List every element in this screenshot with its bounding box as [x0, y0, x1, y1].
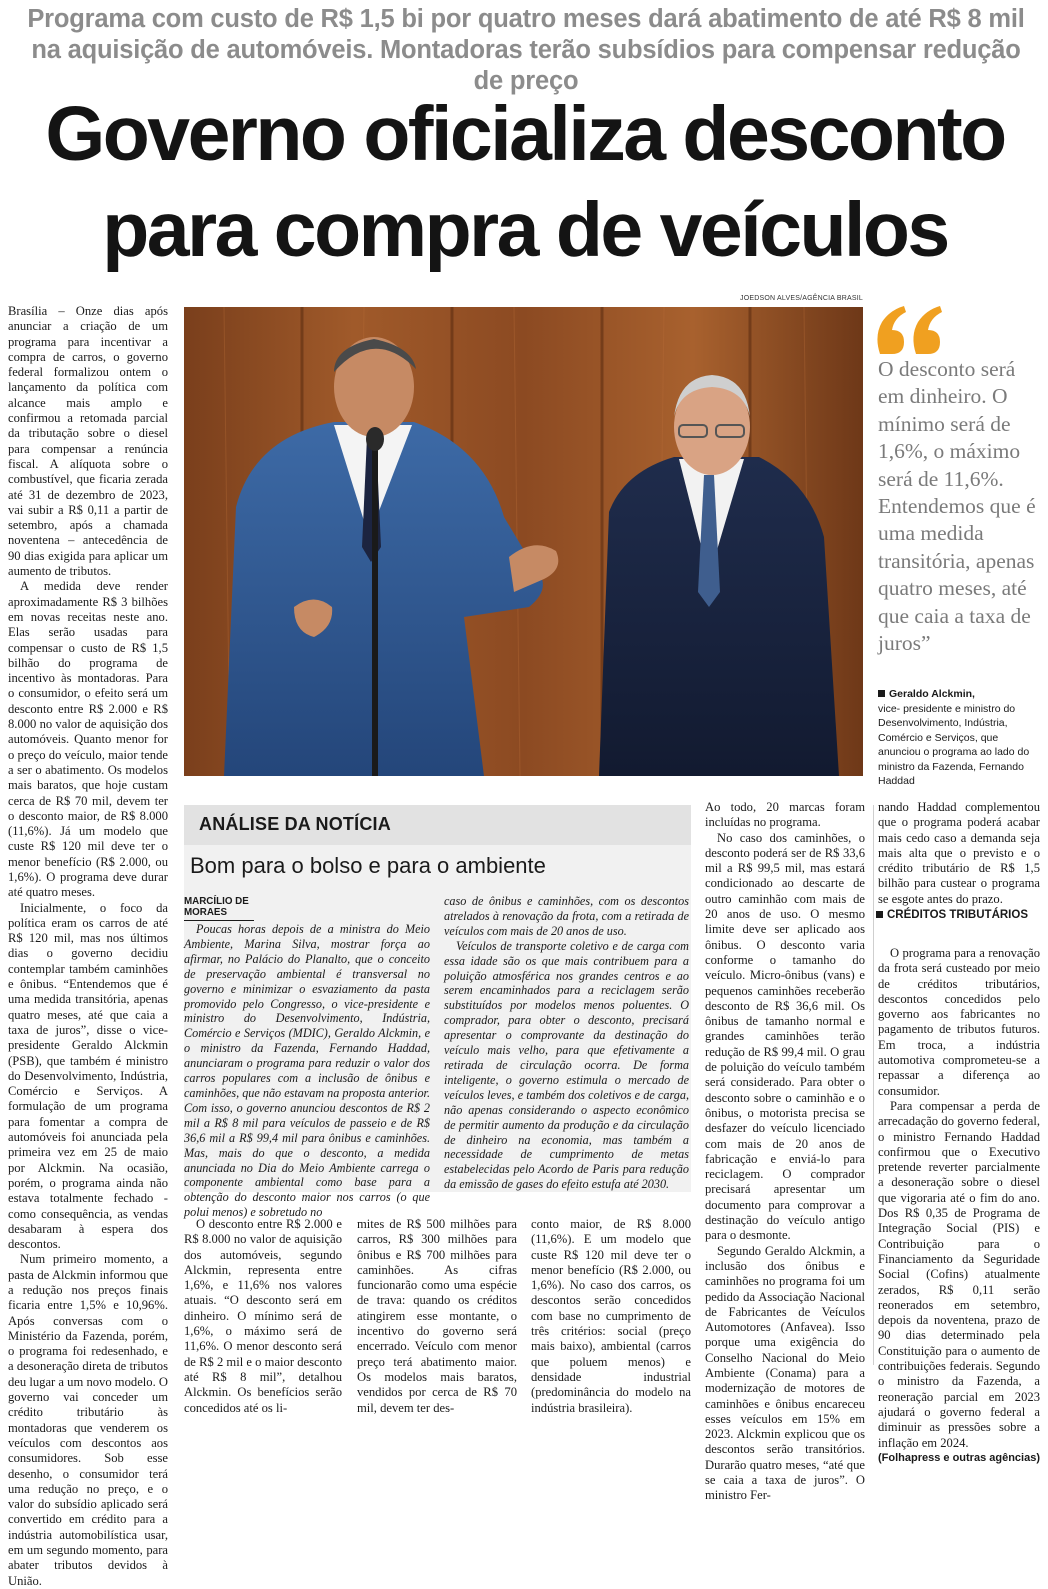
- photo-illustration: [184, 307, 863, 776]
- paragraph: O programa para a renovação da frota será custeado por meio de créditos tributários, descontos concedidos pelo governo aos fabricantes no pagamento de tributos futuros. Em troca, a indústria automotiva comprometeu-se a repassar a diferença ao consumidor.: [878, 946, 1040, 1098]
- article-column-6: [878, 800, 1040, 907]
- paragraph: Veículos de transporte coletivo e de carga com essa idade são os que mais contribuem para a poluição atmosférica nos grandes centros e ao serem encaminhados para a reciclagem serão substituídos por modelos menos poluentes. O comprador, para obter o desconto, precisará apresentar o comprovante da destinação do veículo mais velho, para que efetivamente a retirada de circulação ocorra. De forma inteligente, o governo estimula o mercado de veículos leves, e também dos coletivos e de carga, não apenas considerando o aspecto econômico de permitir aumento da produção e da circulação de dinheiro na economia, mas também a necessidade de cumprimento de metas estabelecidas pelo Acordo de Paris para redução da emissão de gases do efeito estufa até 2030.: [444, 938, 689, 1192]
- deck-subtitle: Programa com custo de R$ 1,5 bi por quatro meses dará abatimento de até R$ 8 mil na aquisição de automóveis. Montadoras terão subsídios para compensar redução de preço: [27, 5, 1025, 95]
- paragraph: A medida deve render aproximadamente R$ 3 bilhões em novas receitas neste ano. Elas serão usadas para compensar o custo de R$ 1,5 bilhão do programa de incentivo às montadoras. Para o consumidor, o efeito será um desconto entre R$ 2.000 e R$ 8.000 no valor de aquisição dos automóveis. Quanto menor for o preço do veículo, maior tende a ser o abatimento. Os modelos mais baratos, que hoje custam cerca de R$ 70 mil, devem ter o desconto maior, de R$ 8.000 (11,6%). Já um modelo que custe R$ 120 mil deve ter o menor benefício (R$ 2.000, ou 1,6%). O programa deve durar até quatro meses.: [8, 579, 168, 900]
- analysis-label: ANÁLISE DA NOTÍCIA: [199, 814, 391, 834]
- byline: MARCÍLIO DE MORAES: [184, 896, 254, 921]
- paragraph: Para compensar a perda de arrecadação do governo federal, o ministro Fernando Haddad confirmou que o Executivo pretende reverter parcialmente a desoneração sobre o diesel que vigoraria até o fim do ano. Dos R$ 0,35 de Programa de Integração Social (PIS) e Contribuição para o Financiamento da Seguridade Social (Cofins) atualmente zerados, R$ 0,11 serão reonerados em setembro, depois da noventena, prazo de 90 dias determinado pela Constituição para o aumento de contribuições federais. Segundo o ministro da Fazenda, a reoneração parcial em 2023 ajudará o governo federal a diminuir as pressões sobre a inflação em 2024.: [878, 1098, 1040, 1450]
- paragraph: Inicialmente, o foco da política eram os carros de até R$ 120 mil, mas nos últimos dias o governo decidiu contemplar também caminhões e ônibus. “Entendemos que é uma medida transitória, apenas quatro meses, até que caia a taxa de juros”, disse o vice-presidente Geraldo Alckmin (PSB), que também é ministro do Desenvolvimento, Indústria, Comércio e Serviços. A formulação de um programa para fomentar a compra de automóveis foi anunciada pela primeira vez em 25 de maio por Alckmin. Na ocasião, porém, o programa ainda não estava totalmente fechado - como consequência, as vendas desabaram à espera dos descontos.: [8, 900, 168, 1252]
- quote-author-description: vice- presidente e ministro do Desenvolvimento, Indústria, Comércio e Serviços, que anunciou o programa ao lado do ministro da Fazenda, Fernando Haddad: [878, 702, 1030, 787]
- subheading: [876, 909, 1040, 922]
- news-photo: [184, 307, 863, 776]
- article-column-3: [357, 1217, 517, 1416]
- headline: [10, 86, 1040, 278]
- paragraph: No caso dos caminhões, o desconto poderá ser de R$ 33,6 mil a R$ 99,5 mil, mas estará condicionado ao descarte de outro caminhão com mais de 20 anos de uso. O mesmo limite deve ser aplicado aos ônibus. O desconto varia conforme o tamanho do veículo. Micro-ônibus (vans) e pequenos caminhões receberão desconto de R$ 36,6 mil. Os ônibus de tamanho normal e grandes caminhões terão redução de R$ 99,4 mil. O grau de poluição do veículo também será considerado. Para obter o desconto sobre o caminhão e o ônibus, o motorista precisa se desfazer do veículo licenciado com mais de 20 anos de fabricação e enviá-lo para reciclagem. O comprador precisará apresentar um documento para comprovar a destinação do veículo antigo para o desmonte.: [705, 830, 865, 1243]
- pull-quote: O desconto será em dinheiro. O mínimo será de 1,6%, o máximo será de 11,6%. Entendemos que é uma medida transitória, apenas quatro meses, até que caia a taxa de juros”: [878, 357, 1036, 656]
- paragraph: Brasília – Onze dias após anunciar a criação de um programa para incentivar a compra de carros, o governo federal formalizou ontem o lançamento da política com alcance mais amplo e confirmou a retomada parcial da tributação sobre o diesel para compensar a renúncia fiscal. A alíquota sobre o combustível, que ficaria zerada até 31 de dezembro de 2023, vai subir a R$ 0,11 a partir de setembro, após a chamada noventena – antecedência de 90 dias exigida para aplicar um aumento de tributos.: [8, 304, 168, 579]
- article-column-5: [705, 800, 865, 1504]
- paragraph: Num primeiro momento, a pasta de Alckmin informou que a redução nos preços finais ficaria entre 1,5% e 10,96%. Após conversas com o Ministério da Fazenda, porém, o programa foi redesenhado, e a desoneração direta de tributos deu lugar a um novo modelo. O governo vai conceder um crédito tributário às montadoras que venderem os veículos com descontos aos consumidores. Sob esse desenho, o consumidor terá uma redução no preço, e o valor do subsídio aplicado será convertido em crédito para a indústria automobilística usar, em um segundo momento, para abater tributos devidos à União.: [8, 1252, 168, 1588]
- paragraph: Ao todo, 20 marcas foram incluídas no programa.: [705, 800, 865, 830]
- article-column-1: [8, 304, 168, 1589]
- signoff: (Folhapress e outras agências): [878, 1451, 1040, 1464]
- headline-line-2: para compra de veículos: [102, 187, 948, 273]
- paragraph: nando Haddad complementou que o programa poderá acabar mais cedo caso a demanda seja mais alta que o previsto e o crédito tributário de R$ 1,5 bilhão para custear o programa se esgote antes do prazo.: [878, 800, 1040, 906]
- paragraph: O desconto entre R$ 2.000 e R$ 8.000 no valor de aquisição dos automóveis, segundo Alckmin, representa entre 1,6%, e 11,6% nos valores atuais. “O desconto será em dinheiro. O mínimo será de 1,6%, o máximo será de 11,6%. O menor desconto será de R$ 2 mil e o maior desconto até R$ 8 mil”, detalhou Alckmin. Os benefícios serão concedidos até os li-: [184, 1217, 342, 1415]
- article-column-6-continued: [878, 946, 1040, 1466]
- square-bullet-icon: [876, 911, 883, 918]
- analysis-column-2: [444, 894, 689, 1192]
- square-bullet-icon: [878, 690, 885, 697]
- headline-line-1: Governo oficializa desconto: [45, 91, 1005, 177]
- paragraph: Poucas horas depois de a ministra do Meio Ambiente, Marina Silva, mostrar força ao afirmar, no Palácio do Planalto, que o conceito de preservação ambiental é transversal no governo e minimizar o esvaziamento da pasta promovido pelo Congresso, o vice-presidente e ministro do Desenvolvimento, Indústria, Comércio e Serviços (MDIC), Geraldo Alckmin, e o ministro da Fazenda, Fernando Haddad, anunciaram o programa para reduzir o valor dos carros populares com a inclusão de ônibus e caminhões, que não estavam na proposta anterior. Com isso, o governo anunciou descontos de R$ 2 mil a R$ 8 mil para veículos de passeio e de R$ 36,6 mil a R$ 99,4 mil para ônibus e caminhões. Mas, mais do que o desconto, a medida anunciada no Dia do Meio Ambiente carrega o componente ambiental como base para a obtenção do desconto maior nos carros (o que polui menos) e sobretudo no: [184, 922, 430, 1220]
- analysis-title: Bom para o bolso e para o ambiente: [190, 853, 546, 878]
- paragraph: conto maior, de R$ 8.000 (11,6%). E um modelo que custe R$ 120 mil deve ter o menor benefício (R$ 2.000, ou 1,6%). No caso dos carros, os descontos serão concedidos com base no cumprimento de três critérios: social (preço mais baixo), ambiental (carros que poluem menos) e densidade industrial (predominância do modelo na indústria brasileira).: [531, 1217, 691, 1415]
- paragraph: Segundo Geraldo Alckmin, a inclusão dos ônibus e caminhões no programa foi um pedido da Associação Nacional de Fabricantes de Veículos Automotores (Anfavea). Isso porque uma exigência do Conselho Nacional do Meio Ambiente (Conama) para a modernização de motores de caminhões e ônibus encareceu esses veículos em 15% em 2023. Alckmin explicou que os descontos serão transitórios. Durarão quatro meses, “até que se caia a taxa de juros”. O ministro Fer-: [705, 1243, 865, 1503]
- analysis-column-1: [184, 922, 430, 1220]
- article-column-4: [531, 1217, 691, 1416]
- paragraph: caso de ônibus e caminhões, com os descontos atrelados à renovação da frota, com a retirada de veículos com mais de 20 anos de uso.: [444, 894, 689, 938]
- photo-credit: JOEDSON ALVES/AGÊNCIA BRASIL: [740, 295, 863, 302]
- article-column-2: [184, 1217, 342, 1416]
- paragraph: mites de R$ 500 milhões para carros, R$ 300 milhões para ônibus e R$ 700 milhões para caminhões. As cifras funcionarão como uma espécie de trava: quando os créditos atingirem esse montante, o incentivo do governo será encerrado. Veículo com menor preço terá abatimento maior. Os modelos mais baratos, vendidos por cerca de R$ 70 mil, devem ter des-: [357, 1217, 517, 1415]
- quote-author-name: Geraldo Alckmin,: [889, 688, 975, 700]
- column-rule: [873, 805, 874, 1365]
- quote-attribution: [878, 687, 1043, 789]
- subheading-text: CRÉDITOS TRIBUTÁRIOS: [887, 909, 1028, 921]
